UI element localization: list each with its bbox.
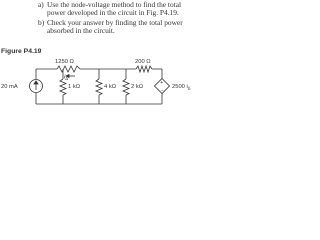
control-current-label (64, 75, 68, 82)
resistor-4k-label: 4 kΩ (104, 84, 117, 90)
resistor-200 (136, 66, 152, 72)
resistor-4k (96, 79, 102, 95)
resistor-1250-label: 1250 Ω (55, 59, 74, 65)
circuit-diagram (0, 0, 200, 111)
part-a-label: a) (38, 0, 44, 9)
resistor-1k-label: 1 kΩ (68, 84, 81, 90)
source-arrow-head (34, 81, 38, 84)
dependent-source-subscript: Δ (187, 85, 191, 91)
dependent-source-label (172, 84, 191, 91)
dependent-source-value: 2500 i (172, 84, 188, 90)
resistor-200-label: 200 Ω (135, 59, 151, 65)
control-current-subscript: Δ (65, 76, 69, 81)
source-current-label: 20 mA (1, 84, 18, 90)
part-b-label: b) (38, 18, 45, 27)
resistor-2k-label: 2 kΩ (131, 84, 144, 90)
part-b-line-2: absorbed in the circuit. (47, 26, 115, 36)
figure-label: Figure P4.19 (1, 48, 42, 55)
resistor-1k (60, 79, 66, 95)
dep-plus-sign: + (160, 80, 164, 86)
resistor-1250 (57, 66, 80, 72)
resistor-2k (123, 79, 129, 95)
part-a-line-1: Use the node-voltage method to find the total (47, 0, 182, 9)
control-current-symbol: i (64, 74, 66, 81)
part-b-line-1: Check your answer by finding the total power (47, 18, 183, 27)
dep-minus-sign: − (160, 88, 164, 94)
part-a-line-2: power developed in the circuit in Fig. P4.19. (47, 8, 179, 18)
